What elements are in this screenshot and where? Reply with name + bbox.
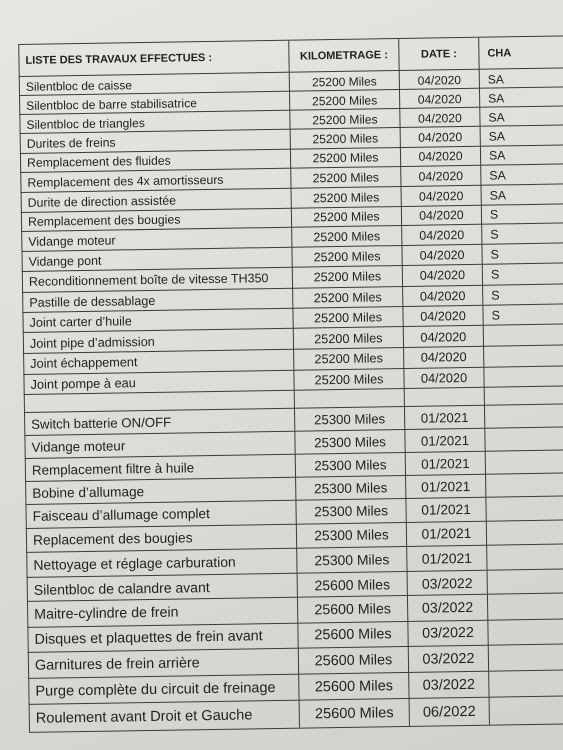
- mileage-cell: 25200 Miles: [290, 167, 400, 188]
- task-cell: Purge complète du circuit de freinage: [28, 675, 298, 705]
- task-cell: Vidange pont: [21, 248, 291, 272]
- mileage-cell: 25600 Miles: [297, 596, 407, 623]
- works-table: [18, 21, 563, 727]
- date-cell: 03/2022: [407, 620, 487, 647]
- date-cell: 04/2020: [402, 306, 482, 328]
- date-cell: 06/2022: [409, 698, 489, 726]
- extra-cell: [486, 544, 563, 570]
- header-date: DATE :: [398, 38, 478, 71]
- task-cell: Replacement des bougies: [26, 525, 296, 553]
- mileage-cell: 25300 Miles: [296, 547, 406, 573]
- task-cell: Silentbloc de calandre avant: [27, 573, 297, 602]
- date-cell: 01/2021: [406, 546, 486, 572]
- date-cell: 04/2020: [401, 225, 481, 246]
- date-cell: 03/2022: [407, 595, 487, 621]
- header-extra: CHA: [478, 36, 563, 70]
- extra-cell: SA: [479, 106, 563, 127]
- header-mileage: KILOMETRAGE :: [288, 39, 398, 73]
- date-cell: 04/2020: [401, 205, 481, 226]
- date-cell: 03/2022: [407, 570, 487, 596]
- date-cell: 04/2020: [399, 108, 479, 128]
- extra-cell: [483, 325, 563, 347]
- task-cell: Bobine d’allumage: [25, 477, 295, 505]
- task-cell: Remplacement des bougies: [21, 208, 291, 232]
- date-cell: 03/2022: [408, 672, 488, 700]
- date-cell: 04/2020: [403, 347, 483, 369]
- mileage-cell: 25300 Miles: [295, 499, 405, 525]
- task-cell: Switch batterie ON/OFF: [24, 409, 294, 436]
- task-cell: Faisceau d’allumage complet: [25, 501, 295, 529]
- date-cell: 01/2021: [404, 429, 484, 453]
- mileage-cell: 25200 Miles: [291, 187, 401, 208]
- extra-cell: [485, 473, 563, 498]
- task-cell: Durite de direction assistée: [21, 189, 291, 213]
- mileage-cell: 25200 Miles: [291, 207, 401, 229]
- mileage-cell: 25600 Miles: [298, 673, 408, 701]
- mileage-cell: 25200 Miles: [293, 327, 403, 349]
- task-cell: Durites de freins: [20, 130, 290, 154]
- task-cell: Remplacement des fluides: [20, 149, 290, 173]
- extra-cell: [486, 520, 563, 546]
- extra-cell: S: [482, 264, 563, 286]
- date-cell: 03/2022: [408, 646, 488, 673]
- task-cell: Garnitures de frein arrière: [28, 649, 298, 679]
- date-cell: 04/2020: [401, 245, 481, 266]
- mileage-cell: 25600 Miles: [299, 699, 409, 727]
- task-cell: Silentbloc de barre stabilisatrice: [19, 92, 289, 115]
- task-cell: Joint pipe d’admission: [23, 329, 293, 354]
- extra-cell: S: [481, 224, 563, 246]
- task-cell: Disques et plaquettes de frein avant: [27, 623, 297, 653]
- extra-cell: [484, 427, 563, 451]
- extra-cell: SA: [481, 184, 563, 205]
- mileage-cell: 25600 Miles: [298, 647, 408, 675]
- extra-cell: [487, 619, 563, 646]
- date-cell: 04/2020: [399, 89, 479, 109]
- mileage-cell: 25600 Miles: [297, 622, 407, 649]
- extra-cell: [485, 450, 563, 475]
- mileage-cell: 25200 Miles: [292, 307, 402, 329]
- task-cell: Remplacement filtre à huile: [25, 454, 295, 481]
- mileage-cell: 25200 Miles: [291, 226, 401, 248]
- mileage-cell: 25600 Miles: [297, 572, 407, 599]
- mileage-cell: 25300 Miles: [294, 407, 404, 431]
- extra-cell: S: [481, 204, 563, 225]
- date-cell: 01/2021: [406, 522, 486, 547]
- extra-cell: [483, 345, 563, 367]
- extra-cell: [488, 670, 563, 698]
- date-cell: 01/2021: [405, 498, 485, 523]
- extra-cell: [484, 405, 563, 429]
- extra-cell: SA: [480, 126, 563, 147]
- mileage-cell: 25200 Miles: [290, 128, 400, 149]
- mileage-cell: 25200 Miles: [293, 369, 403, 392]
- date-cell: 04/2020: [402, 285, 482, 307]
- task-cell: Maitre-cylindre de frein: [27, 598, 297, 627]
- extra-cell: S: [481, 243, 563, 265]
- date-cell: 04/2020: [399, 70, 479, 90]
- task-cell: Joint échappement: [23, 350, 293, 375]
- date-cell: 04/2020: [402, 265, 482, 286]
- date-cell: 04/2020: [400, 127, 480, 148]
- mileage-cell: 25300 Miles: [294, 430, 404, 454]
- extra-cell: [485, 496, 563, 521]
- extra-cell: S: [482, 284, 563, 306]
- mileage-cell: 25200 Miles: [293, 348, 403, 370]
- task-cell: Joint pompe à eau: [23, 370, 293, 395]
- date-cell: 01/2021: [405, 451, 485, 475]
- task-cell: Silentbloc de triangles: [19, 111, 289, 134]
- header-tasks: LISTE DES TRAVAUX EFFECTUES :: [18, 41, 288, 77]
- date-cell: 04/2020: [400, 166, 480, 187]
- extra-cell: SA: [480, 145, 563, 166]
- date-cell: 04/2020: [403, 326, 483, 348]
- mileage-cell: 25200 Miles: [289, 90, 399, 111]
- task-cell: Roulement avant Droit et Gauche: [29, 701, 299, 732]
- task-cell: Joint carter d’huile: [22, 309, 292, 334]
- extra-cell: [489, 696, 563, 724]
- date-cell: 01/2021: [405, 474, 485, 499]
- mileage-cell: 25200 Miles: [291, 246, 401, 268]
- date-cell: 04/2020: [400, 146, 480, 167]
- extra-cell: [487, 594, 563, 621]
- extra-cell: [488, 644, 563, 671]
- mileage-cell: 25200 Miles: [292, 266, 402, 288]
- task-cell: Pastille de dessablage: [22, 288, 292, 313]
- extra-cell: SA: [479, 87, 563, 108]
- task-cell: Vidange moteur: [21, 228, 291, 252]
- extra-cell: [483, 366, 563, 388]
- mileage-cell: 25200 Miles: [292, 287, 402, 309]
- extra-cell: S: [482, 304, 563, 326]
- task-cell: Nettoyage et réglage carburation: [26, 549, 296, 578]
- mileage-cell: 25300 Miles: [295, 476, 405, 501]
- mileage-cell: 25300 Miles: [295, 453, 405, 478]
- task-cell: Remplacement des 4x amortisseurs: [20, 169, 290, 193]
- mileage-cell: 25200 Miles: [289, 71, 399, 92]
- mileage-cell: 25200 Miles: [290, 148, 400, 169]
- mileage-cell: 25200 Miles: [289, 109, 399, 130]
- extra-cell: [487, 569, 563, 595]
- date-cell: 01/2021: [404, 406, 484, 430]
- date-cell: 04/2020: [403, 367, 483, 389]
- date-cell: 04/2020: [401, 186, 481, 207]
- task-cell: Silentbloc de caisse: [19, 73, 289, 96]
- extra-cell: SA: [480, 164, 563, 185]
- task-cell: Reconditionnement boîte de vitesse TH350: [22, 268, 292, 292]
- task-cell: Vidange moteur: [24, 432, 294, 459]
- mileage-cell: 25300 Miles: [296, 523, 406, 549]
- extra-cell: SA: [479, 68, 563, 89]
